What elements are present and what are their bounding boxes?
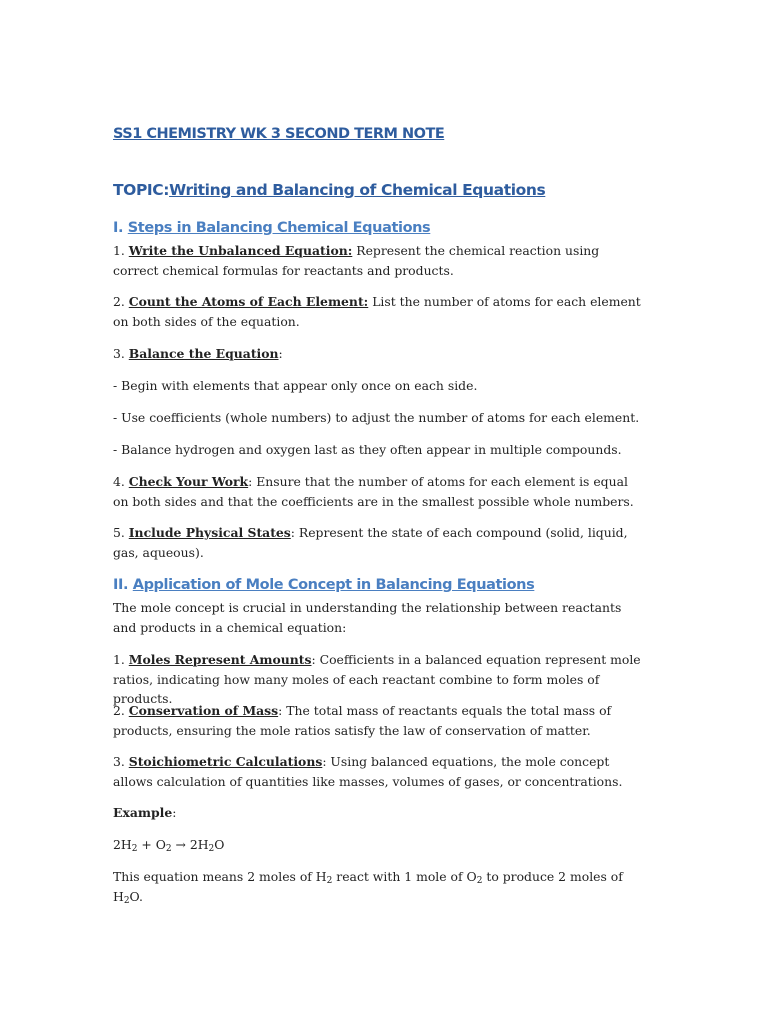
topic-title: Writing and Balancing of Chemical Equations xyxy=(169,181,546,199)
step-text: : xyxy=(278,346,283,361)
section-2-heading xyxy=(113,577,534,593)
eq-part: + O xyxy=(137,837,166,852)
mole-item-3 xyxy=(113,752,643,791)
step-term: Check Your Work xyxy=(128,474,249,489)
eq-part: 2H xyxy=(113,837,132,852)
step-text: List the number of atoms for each element on both sides of the equation. xyxy=(113,294,641,329)
item-text: : Coefficients in a balanced equation represent mole ratios, indicating how many moles of each reactant combine to form moles of products. xyxy=(113,652,641,706)
section-2-number: II. xyxy=(113,577,133,593)
item-number: 2. xyxy=(113,703,129,718)
item-term: Conservation of Mass xyxy=(128,703,279,718)
step-item-4 xyxy=(113,472,643,511)
step-text: Represent the chemical reaction using correct chemical formulas for reactants and products. xyxy=(113,243,600,278)
eq-part: → 2H xyxy=(171,837,209,852)
expl-subscript: 2 xyxy=(326,876,333,886)
example-label-text: Example xyxy=(113,805,173,820)
step-text: : Ensure that the number of atoms for each element is equal on both sides and that the coefficients are in the smallest possible whole numbers. xyxy=(113,474,634,509)
bullet-item: - Use coefficients (whole numbers) to adjust the number of atoms for each element. xyxy=(113,410,640,425)
step-number: 3. xyxy=(113,346,129,361)
step-term: Balance the Equation xyxy=(128,346,279,361)
step-term: Include Physical States xyxy=(128,525,291,540)
item-text: : Using balanced equations, the mole concept allows calculation of quantities like masses, volumes of gases, or concentrations. xyxy=(113,754,623,789)
eq-subscript: 2 xyxy=(165,844,172,854)
step-number: 1. xyxy=(113,243,129,258)
example-colon: : xyxy=(172,805,177,820)
topic-heading xyxy=(113,181,545,199)
item-number: 3. xyxy=(113,754,129,769)
document-title: SS1 CHEMISTRY WK 3 SECOND TERM NOTE xyxy=(113,126,445,142)
bullet-item: - Begin with elements that appear only once on each side. xyxy=(113,378,478,393)
step-term: Count the Atoms of Each Element: xyxy=(128,294,369,309)
item-term: Moles Represent Amounts xyxy=(128,652,312,667)
mole-item-2 xyxy=(113,701,643,740)
step-item-1 xyxy=(113,241,643,280)
expl-subscript: 2 xyxy=(476,876,483,886)
step-item-2 xyxy=(113,292,643,331)
expl-part: This equation means 2 moles of H xyxy=(113,869,327,884)
bullet-item: - Balance hydrogen and oxygen last as they often appear in multiple compounds. xyxy=(113,442,622,457)
expl-part: O. xyxy=(129,888,143,904)
step-term: Write the Unbalanced Equation: xyxy=(128,243,353,258)
step-number: 4. xyxy=(113,474,129,489)
section-1-number: I. xyxy=(113,220,128,236)
example-equation xyxy=(113,835,643,855)
eq-subscript: 2 xyxy=(208,844,215,854)
step-item-5 xyxy=(113,523,643,562)
section-2-title: Application of Mole Concept in Balancing Equations xyxy=(132,577,535,593)
example-label xyxy=(113,803,643,823)
mole-item-1 xyxy=(113,650,643,709)
step-number: 2. xyxy=(113,294,129,309)
item-term: Stoichiometric Calculations xyxy=(128,754,323,769)
eq-part: O xyxy=(214,837,225,852)
topic-prefix: TOPIC: xyxy=(113,181,170,199)
expl-part: to produce 2 moles of H xyxy=(113,869,623,904)
section-2-intro: The mole concept is crucial in understanding the relationship between reactants and products in a chemical equation: xyxy=(113,600,622,635)
step-number: 5. xyxy=(113,525,129,540)
expl-subscript: 2 xyxy=(123,895,130,906)
section-1-heading xyxy=(113,220,430,236)
expl-part: react with 1 mole of O xyxy=(332,869,477,884)
equation-explanation xyxy=(113,867,643,906)
step-item-3 xyxy=(113,344,643,364)
item-text: : The total mass of reactants equals the total mass of products, ensuring the mole ratios satisfy the law of conservation of matter. xyxy=(113,703,612,738)
eq-subscript: 2 xyxy=(131,844,138,854)
section-1-title: Steps in Balancing Chemical Equations xyxy=(127,220,431,236)
item-number: 1. xyxy=(113,652,129,667)
step-text: : Represent the state of each compound (solid, liquid, gas, aqueous). xyxy=(113,525,628,560)
